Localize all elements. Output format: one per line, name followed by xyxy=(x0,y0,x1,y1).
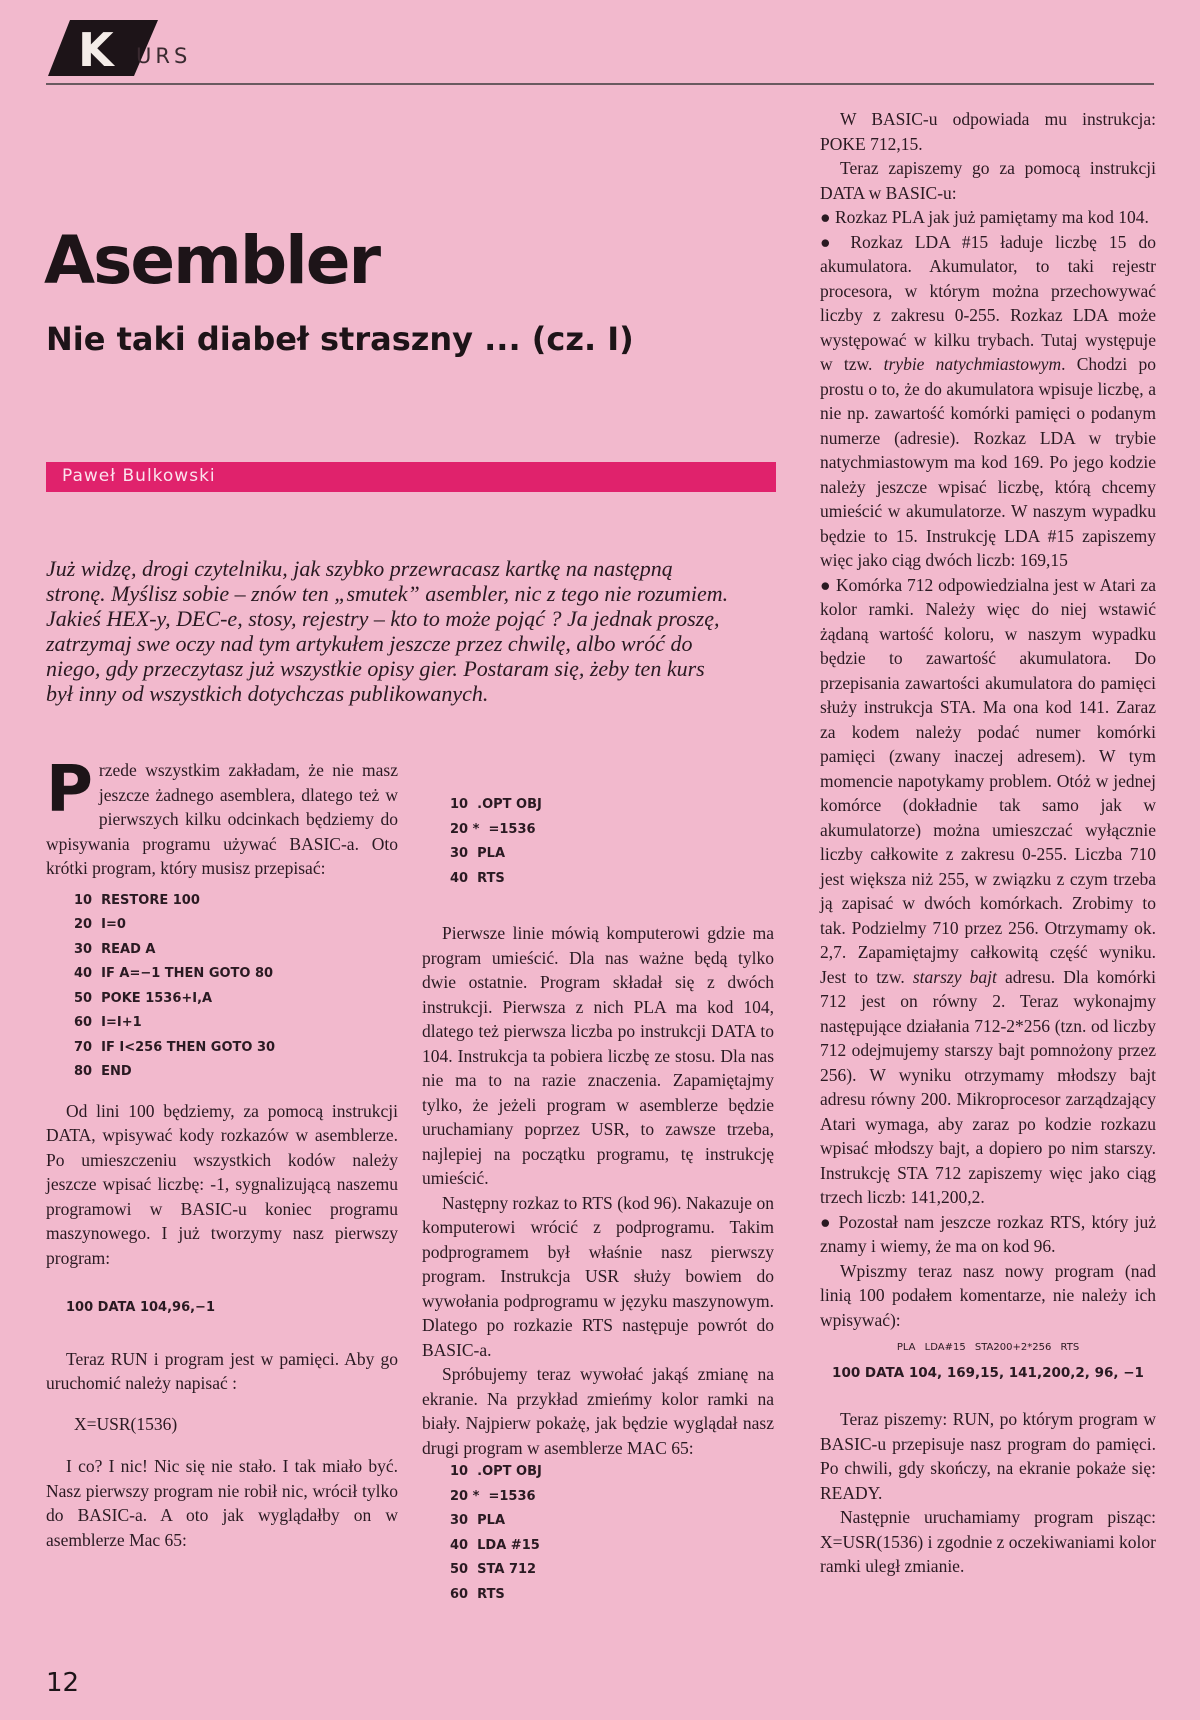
code-line: 70 IF I<256 THEN GOTO 30 xyxy=(74,1039,276,1055)
paragraph: Od lini 100 będziemy, za pomocą instrukcji DATA, wpisywać kody rozkazów w asemblerze. Po umieszczeniu wszystkich kodów należy jeszcze wpisać liczbę: -1, sygnalizującą naszemu programowi w BASIC-u koniec programu maszynowego. I już tworzymy nasz pierwszy program: xyxy=(46,1100,398,1268)
data-line: 100 DATA 104, 169,15, 141,200,2, 96, −1 xyxy=(832,1364,1144,1381)
bullet-item: ● Pozostał nam jeszcze rozkaz RTS, który już znamy i wiemy, że ma on kod 96. xyxy=(820,1211,1156,1256)
paragraph: Pierwsze linie mówią komputerowi gdzie ma program umieścić. Dla nas ważne będą tylko dwie ostatnie. Program składał się z dwóch instrukcji. Pierwsza z nich PLA ma kod 104, dlatego też pierwsza liczba po instrukcji DATA to 104. Instrukcja ta pobiera liczbę ze stosu. Dla nas nie ma to na razie znaczenia. Zapamiętajmy tylko, że jeżeli program w asemblerze będzie uruchamiany poprzez USR, to zawsze trzeba, najlepiej na początku programu, tę instrukcję umieścić. xyxy=(422,923,774,1188)
author-bar xyxy=(46,462,776,492)
code-line: 50 STA 712 xyxy=(450,1562,537,1577)
code-line: 20 I=0 xyxy=(74,917,126,932)
code-line: 10 .OPT OBJ xyxy=(450,797,542,812)
bullet-item: ● Komórka 712 odpowiedzialna jest w Atari za kolor ramki. Należy więc do niej wstawić żądaną wartość koloru, w naszym wypadku będzie to zawartość akumulatora. Do przepisania zawartości akumulatora do pamięci służy instrukcja STA. Ma ona kod 141. Zaraz za kodem należy podać numer komórki pamięci (zwany inaczej adresem). W tym momencie napotykamy problem. Otóż w jednej komórce (dokładnie tak samo jak w akumulatorze) można umieszczać wyłącznie liczby całkowite z zakresu 0-255. Liczba 710 jest większa niż 255, w związku z czym trzeba ją zapisać w dwóch komórkach. Zrobimy to tak. Podzielmy 710 przez 256. Otrzymamy ok. 2,7. Zapamiętajmy całkowitą część wyniku. Jest to tzw. starszy bajt adresu. Dla komórki 712 jest on równy 2. Teraz wykonajmy następujące działania 712-2*256 (tzn. od liczby 712 odejmujemy starszy bajt pomnożony przez 256). W wyniku otrzymamy młodszy bajt adresu równy 200. Mikroprocesor zarządzający Atari wymaga, aby zaraz po kodzie rozkazu wpisać młodszy bajt, a dopiero po nim starszy. Instrukcję STA 712 zapiszemy więc jako ciąg trzech liczb: 141,200,2. xyxy=(820,574,1156,1207)
paragraph: I co? I nic! Nic się nie stało. I tak miało być. Nasz pierwszy program nie robił nic, wrócił tylko do BASIC-a. A oto jak wyglądałby on w asemblerze Mac 65: xyxy=(46,1456,398,1550)
paragraph: Przede wszystkim zakładam, że nie masz jeszcze żadnego asemblera, dlatego też w pierwszych kilku odcinkach będziemy do wpisywania programu używać BASIC-a. Oto krótki program, który musisz przepisać: xyxy=(46,753,398,878)
code-line: 40 RTS xyxy=(450,870,505,886)
article-title: Asembler xyxy=(44,222,380,299)
code-line: 60 I=I+1 xyxy=(74,1015,142,1030)
column-middle xyxy=(422,793,774,1621)
paragraph: Teraz RUN i program jest w pamięci. Aby go uruchomić należy napisać : xyxy=(46,1348,398,1393)
column-right xyxy=(820,107,1156,1579)
code-annotation: PLA LDA#15 STA200+2*256 RTS xyxy=(896,1342,1080,1353)
header-rule xyxy=(46,83,1154,85)
code-line: 20 * =1536 xyxy=(450,1488,536,1504)
asm-listing-1 xyxy=(422,793,774,891)
paragraph: W BASIC-u odpowiada mu instrukcja: POKE 712,15. xyxy=(820,109,1156,154)
paragraph: Teraz piszemy: RUN, po którym program w BASIC-u przepisuje nasz program do pamięci. Po chwili, gdy skończy, na ekranie pokaże się: READY. xyxy=(820,1409,1156,1503)
author-name: Paweł Bulkowski xyxy=(62,466,216,486)
article-subtitle: Nie taki diabeł straszny ... (cz. I) xyxy=(46,320,634,358)
code-line: 80 END xyxy=(74,1064,132,1079)
code-line: 30 READ A xyxy=(74,941,156,957)
data-line: 100 DATA 104,96,−1 xyxy=(66,1300,215,1315)
column-left xyxy=(46,753,398,1552)
code-line: 10 .OPT OBJ xyxy=(450,1464,542,1479)
code-line: 40 LDA #15 xyxy=(450,1537,540,1553)
paragraph: Wpiszmy teraz nasz nowy program (nad linią 100 podałem komentarze, nie należy ich wpisywać): xyxy=(820,1260,1156,1330)
code-line: 20 * =1536 xyxy=(450,821,536,837)
code-line: 30 PLA xyxy=(450,846,506,861)
bullet-item: ● Rozkaz PLA jak już pamiętamy ma kod 104. xyxy=(820,207,1149,227)
code-line: 30 PLA xyxy=(450,1513,506,1528)
svg-text:K: K xyxy=(78,23,114,77)
paragraph: Teraz zapiszemy go za pomocą instrukcji DATA w BASIC-u: xyxy=(820,158,1156,203)
section-label: URS xyxy=(136,44,192,68)
paragraph: Następnie uruchamiamy program pisząc: X=USR(1536) i zgodnie z oczekiwaniami kolor ramki uległ zmianie. xyxy=(820,1507,1156,1576)
intro-lead: Już widzę, drogi czytelniku, jak szybko przewracasz kartkę na następną stronę. Myślisz sobie – znów ten „smutek” asembler, nic z tego nie rozumiem. Jakieś HEX-y, DEC-e, stosy, rejestry – kto to może pojąć ? Ja jednak proszę, zatrzymaj swe oczy nad tym artykułem jeszcze przez chwilę, albo wróć do niego, gdy przeczytasz już wszystkie opisy gier. Postaram się, żeby ten kurs był inny od wszystkich dotychczas publikowanych. xyxy=(46,556,729,706)
code-line: 60 RTS xyxy=(450,1586,505,1602)
code-line: 10 RESTORE 100 xyxy=(74,892,200,908)
asm-listing-2 xyxy=(422,1460,774,1607)
code-line: 50 POKE 1536+I,A xyxy=(74,990,213,1006)
code-line: 40 IF A=−1 THEN GOTO 80 xyxy=(74,966,274,981)
paragraph: Następny rozkaz to RTS (kod 96). Nakazuje on komputerowi wrócić z podprogramu. Takim podprogramem był właśnie nasz pierwszy program. Instrukcja USR służy bowiem do wywołania podprogramu w języku maszynowym. Dlatego po rozkazie RTS następuje powrót do BASIC-a. xyxy=(422,1192,774,1360)
drop-cap: P xyxy=(46,753,93,827)
usr-command: X=USR(1536) xyxy=(74,1413,178,1434)
paragraph: Spróbujemy teraz wywołać jakąś zmianę na ekranie. Na przykład zmieńmy kolor ramki na biały. Najpierw pokażę, jak będzie wyglądał nasz drugi program w asemblerze MAC 65: xyxy=(422,1364,774,1458)
page-number: 12 xyxy=(46,1668,80,1698)
bullet-item: ● Rozkaz LDA #15 ładuje liczbę 15 do akumulatora. Akumulator, to taki rejestr procesora, w którym można przechowywać liczby z zakresu 0-255. Rozkaz LDA może występować w kilku trybach. Tutaj występuje w tzw. trybie natychmiastowym. Chodzi po prostu o to, że do akumulatora wpisuje liczbę, a nie np. zawartość komórki pamięci o podanym numerze (adresie). Rozkaz LDA w trybie natychmiastowym ma kod 169. Po jego kodzie należy jeszcze wpisać liczbę, którą chcemy umieścić w akumulatorze. W naszym wypadku będzie to 15. Instrukcję LDA #15 zapiszemy więc jako ciąg dwóch liczb: 169,15 xyxy=(820,231,1156,570)
basic-listing xyxy=(46,889,398,1085)
